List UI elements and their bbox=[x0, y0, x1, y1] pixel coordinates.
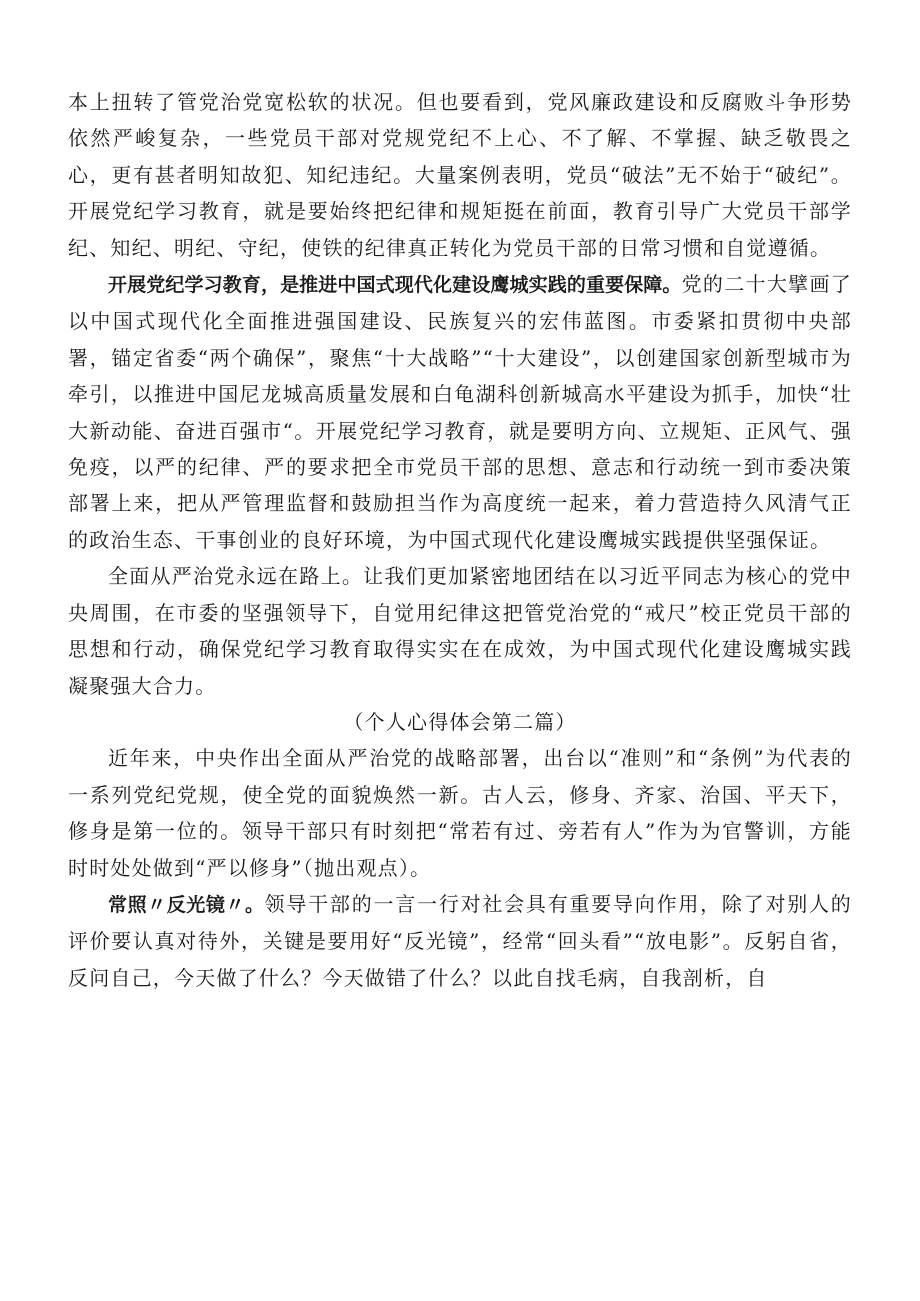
paragraph-text: 党的二十大擘画了以中国式现代化全面推进强国建设、民族复兴的宏伟蓝图。市委紧扣贯彻中央部署，锚定省委“两个确保”，聚焦“十大战略”“十大建设”，以创建国家创新型城市为牵引，以推进中国尼龙城高质量发展和白龟湖科创新城高水平建设为抓手，加快“壮大新动能、奋进百强市“。开展党纪学习教育，就是要明方向、立规矩、正风气、强免疫，以严的纪律、严的要求把全市党员干部的思想、意志和行动统一到市委决策部署上来，把从严管理监督和鼓励担当作为高度统一起来，着力营造持久风清气正的政治生态、干事创业的良好环境，为中国式现代化建设鹰城实践提供坚强保证。 bbox=[68, 272, 852, 552]
paragraph-guarantee bbox=[68, 266, 852, 558]
paragraph-reflector bbox=[68, 886, 852, 996]
paragraph-text: 近年来，中央作出全面从严治党的战略部署，出台以“准则”和“条例”为代表的一系列党纪党规，使全党的面貌焕然一新。古人云，修身、齐家、治国、平天下，修身是第一位的。领导干部只有时刻把“常若有过、旁若有人”作为为官警训，方能时时处处做到“严以修身”（抛出观点）。 bbox=[68, 746, 852, 880]
paragraph-lead: 开展党纪学习教育，是推进中国式现代化建设鹰城实践的重要保障。 bbox=[108, 274, 682, 297]
section-heading: （个人心得体会第二篇） bbox=[343, 709, 577, 734]
paragraph-continued-intro bbox=[68, 84, 852, 266]
paragraph-lead: 常照〃反光镜〃。 bbox=[108, 893, 265, 916]
paragraph-second-intro bbox=[68, 740, 852, 886]
paragraph-conclusion bbox=[68, 558, 852, 704]
paragraph-text: 全面从严治党永远在路上。让我们更加紧密地团结在以习近平同志为核心的党中央周围，在市委的坚强领导下，自觉用纪律这把管党治党的“戒尺”校正党员干部的思想和行动，确保党纪学习教育取得实实在在成效，为中国式现代化建设鹰城实践凝聚强大合力。 bbox=[68, 564, 852, 698]
paragraph-text: 本上扭转了管党治党宽松软的状况。但也要看到，党风廉政建设和反腐败斗争形势依然严峻复杂，一些党员干部对党规党纪不上心、不了解、不掌握、缺乏敬畏之心，更有甚者明知故犯、知纪违纪。大量案例表明，党员“破法”无不始于“破纪”。开展党纪学习教育，就是要始终把纪律和规矩挺在前面，教育引导广大党员干部学纪、知纪、明纪、守纪，使铁的纪律真正转化为党员干部的日常习惯和自觉遵循。 bbox=[68, 90, 852, 260]
paragraph-text: 领导干部的一言一行对社会具有重要导向作用，除了对别人的评价要认真对待外，关键是要用好“反光镜”，经常“回头看”“放电影”。反躬自省，反问自己，今天做了什么？今天做错了什么？以此自找毛病，自我剖析，自 bbox=[68, 891, 852, 990]
